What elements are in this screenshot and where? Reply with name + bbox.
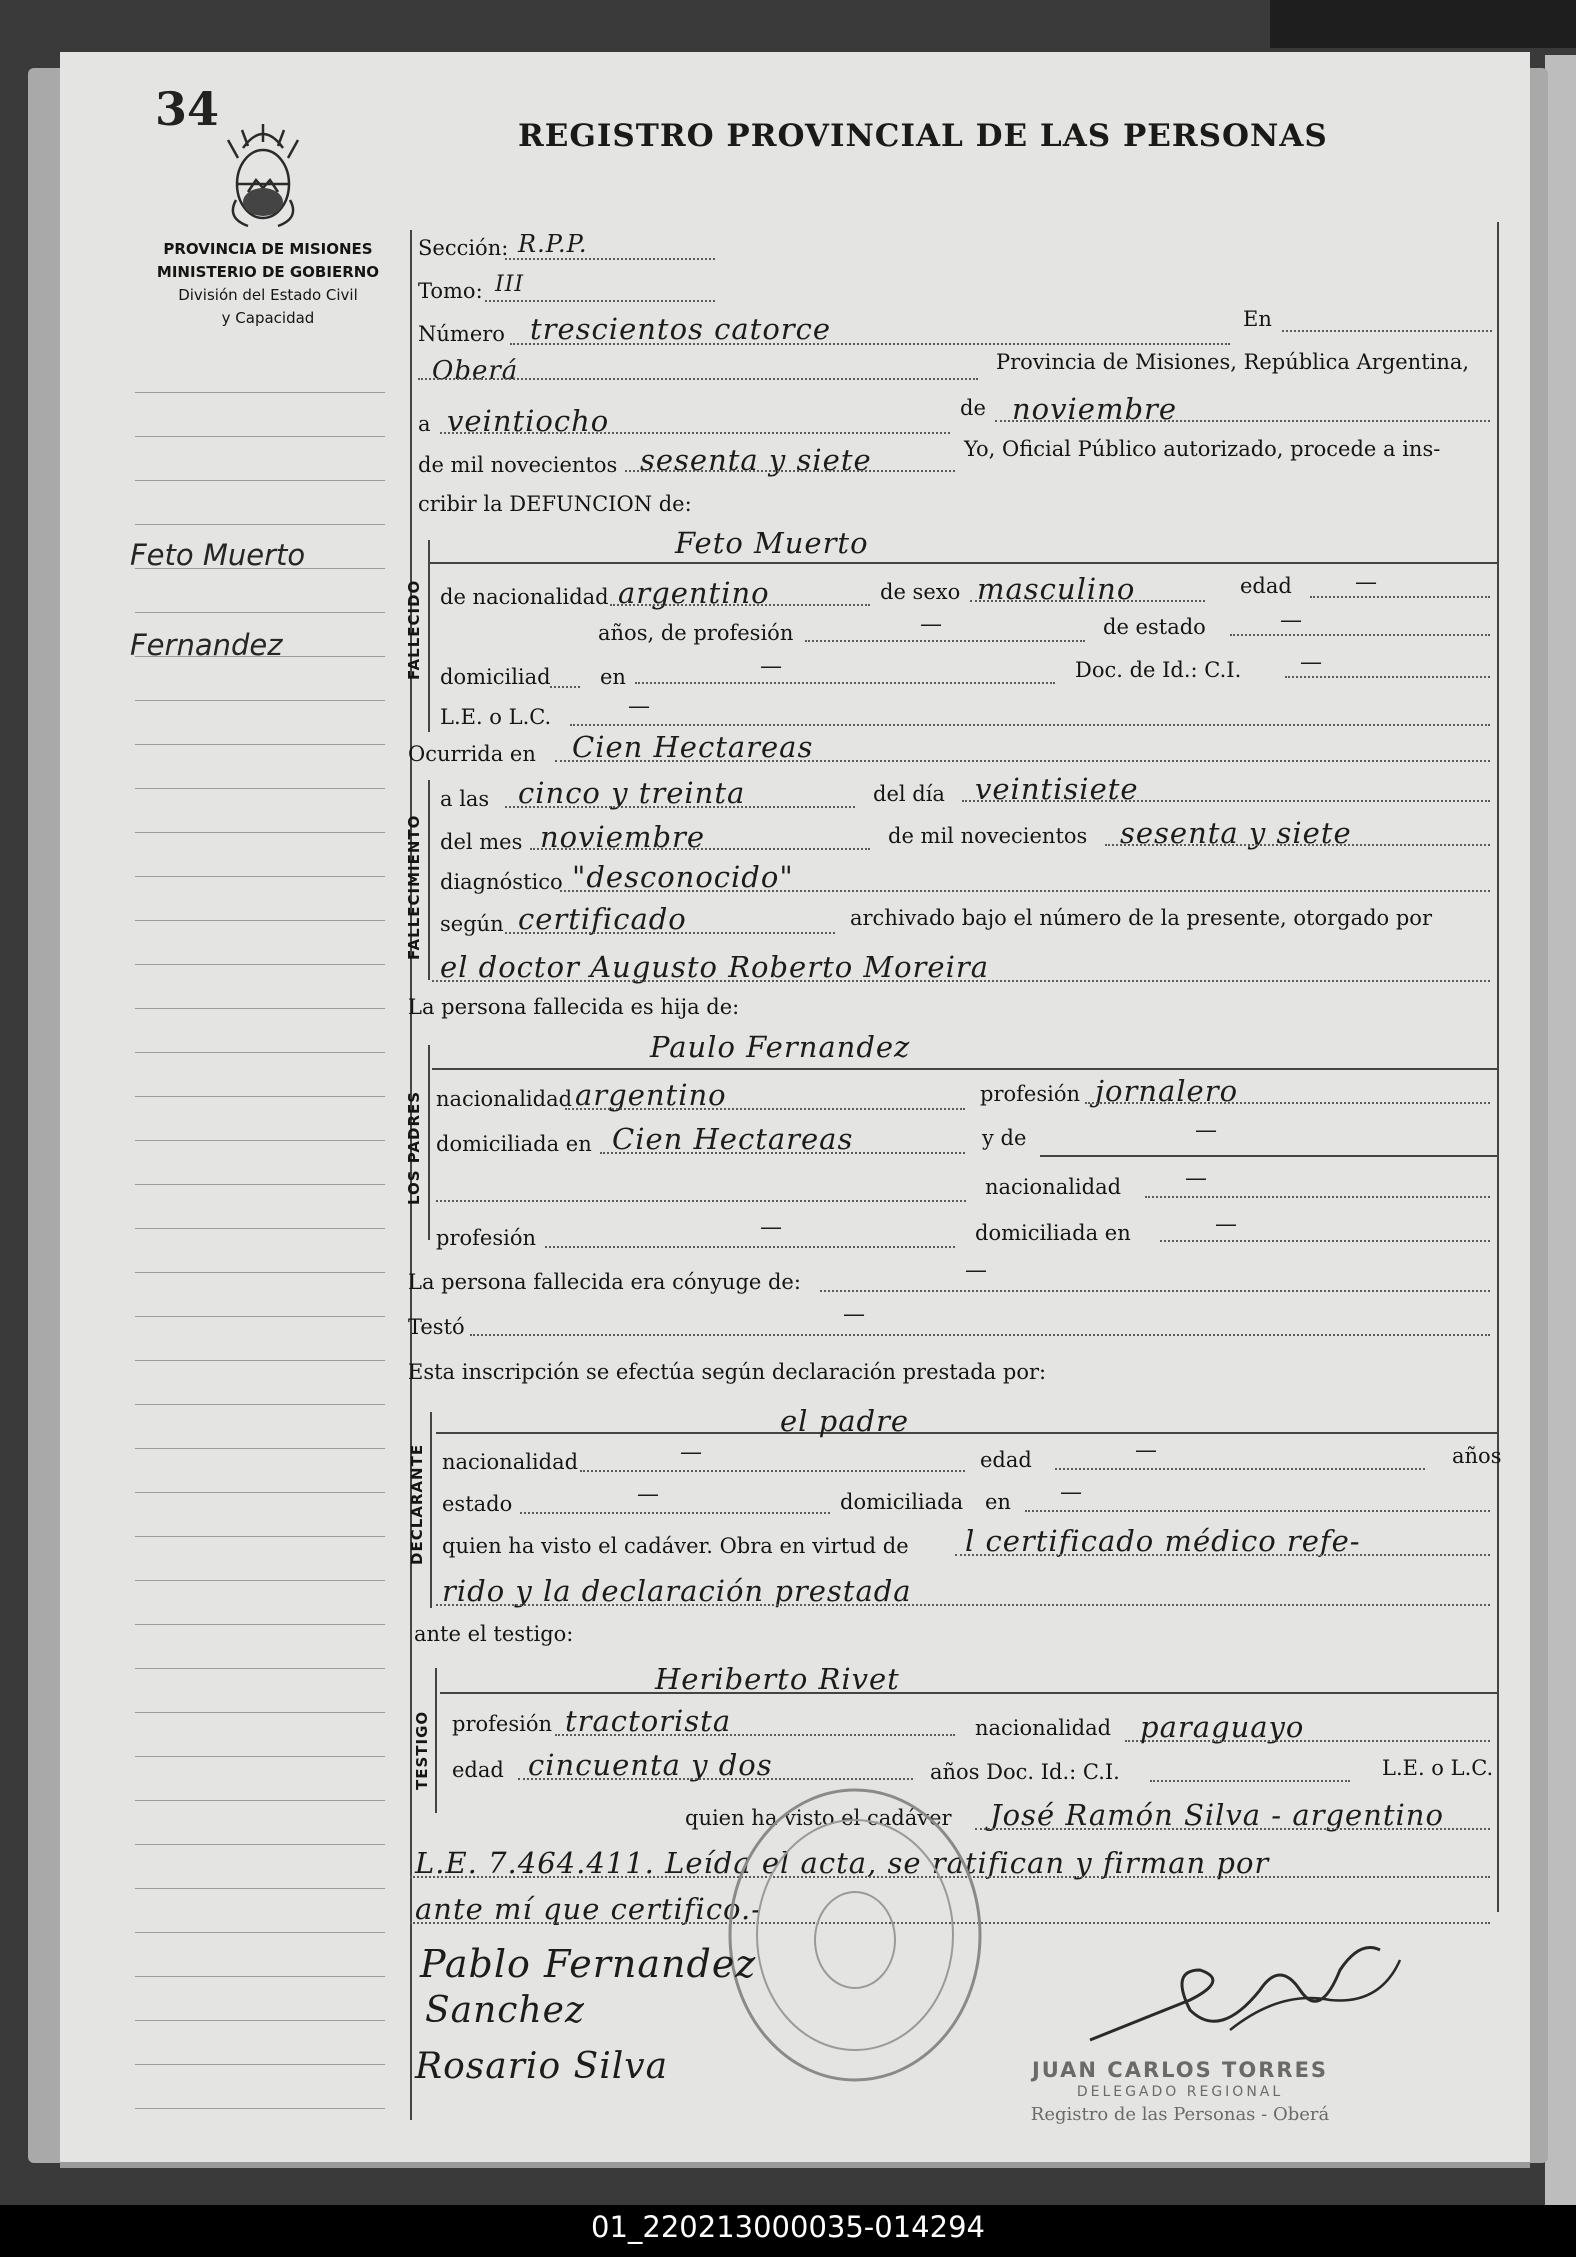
decl-edad-value: — [1135, 1438, 1158, 1463]
archivado-label: archivado bajo el número de la presente, otorgado por [850, 906, 1432, 930]
madre-value: — [1195, 1118, 1218, 1143]
margin-ruled-line [135, 1052, 385, 1053]
tomo-line [485, 300, 715, 302]
numero-line [510, 343, 1230, 345]
margin-ruled-line [135, 744, 385, 745]
decl-nacionalidad-label: nacionalidad [442, 1450, 579, 1474]
le-lc-value: — [628, 694, 651, 719]
fallecido-top-line [428, 562, 1497, 564]
seccion-line [505, 258, 715, 260]
anio-fallecimiento-value: sesenta y siete [1120, 816, 1352, 850]
margin-note-1: Feto Muerto [130, 538, 306, 572]
testigo-left-border [435, 1668, 437, 1813]
testigo-le-lc-label: L.E. o L.C. [1382, 1756, 1494, 1780]
domiciliad-label: domiciliad [440, 665, 551, 689]
testigo-profesion-value: tractorista [565, 1704, 732, 1738]
dia-line [440, 432, 950, 434]
hora-value: cinco y treinta [518, 776, 746, 810]
margin-ruled-line [135, 1668, 385, 1669]
decl-estado-label: estado [442, 1492, 513, 1516]
nacionalidad-value: argentino [618, 576, 770, 610]
stamp-name: JUAN CARLOS TORRES [1031, 2058, 1329, 2082]
madre-domicilio-line [1160, 1240, 1490, 1242]
sexo-label: de sexo [880, 580, 961, 604]
form-right-border [1497, 222, 1499, 1912]
ocurrida-value: Cien Hectareas [572, 730, 814, 764]
madre-nacionalidad-value: — [1185, 1166, 1208, 1191]
en-label: En [1243, 307, 1272, 331]
official-seal-icon [720, 1780, 990, 2090]
edad-value: — [1355, 570, 1378, 595]
tomo-label: Tomo: [418, 279, 483, 303]
domiciliad-line [550, 686, 580, 688]
adjacent-page-edge [1545, 55, 1576, 2205]
hora-line [505, 806, 855, 808]
coat-of-arms-icon [218, 118, 308, 238]
nacionalidad-label: de nacionalidad [440, 585, 609, 609]
dia-fallecimiento-value: veintisiete [975, 772, 1139, 806]
conyuge-line [820, 1290, 1490, 1292]
padre-domicilio-line [600, 1152, 965, 1154]
testo-label: Testó [408, 1315, 465, 1339]
margin-note-2: Fernandez [130, 628, 283, 662]
margin-ruled-line [135, 1272, 385, 1273]
decl-estado-value: — [637, 1482, 660, 1507]
doc-id-label: Doc. de Id.: C.I. [1075, 658, 1242, 682]
quien-visto-label: quien ha visto el cadáver. Obra en virtud de [442, 1534, 909, 1558]
ministry-line-4: y Capacidad [221, 309, 315, 327]
padres-top-line [432, 1068, 1497, 1070]
profesion-value: — [920, 612, 943, 637]
testigo-profesion-line [555, 1734, 955, 1736]
numero-value: trescientos catorce [530, 312, 832, 346]
cierre-2-value: ante mí que certifico.- [415, 1892, 763, 1926]
en-lower-label: en [600, 665, 626, 689]
ministry-block [128, 238, 408, 330]
madre-nacionalidad-label: nacionalidad [985, 1175, 1122, 1199]
diagnostico-label: diagnóstico [440, 870, 563, 894]
margin-ruled-line [135, 700, 385, 701]
hija-de-label: La persona fallecida es hija de: [408, 995, 740, 1019]
margin-ruled-line [135, 1228, 385, 1229]
testigo-anos-doc-label: años Doc. Id.: C.I. [930, 1760, 1120, 1784]
margin-ruled-line [135, 1008, 385, 1009]
domicilio-line [635, 682, 1055, 684]
madre-profesion-line [545, 1246, 955, 1248]
testigo-cadaver-line [975, 1828, 1490, 1830]
nombre-value: Feto Muerto [675, 526, 869, 560]
testigo-nacionalidad-label: nacionalidad [975, 1716, 1112, 1740]
padre-domiciliada-label: domiciliada en [436, 1132, 592, 1156]
sexo-line [970, 600, 1205, 602]
seccion-value: R.P.P. [518, 230, 588, 258]
segun-label: según [440, 912, 504, 936]
testigo-top-line [440, 1692, 1497, 1694]
decl-nacionalidad-value: — [680, 1440, 703, 1465]
margin-ruled-line [135, 1932, 385, 1933]
margin-ruled-line [135, 524, 385, 525]
decl-estado-line [520, 1512, 830, 1514]
signature-1: Pablo Fernandez [420, 1942, 757, 1986]
section-label-testigo: TESTIGO [413, 1710, 431, 1790]
register-title: REGISTRO PROVINCIAL DE LAS PERSONAS [518, 118, 1328, 154]
del-dia-label: del día [873, 782, 945, 806]
stamp-office: Registro de las Personas - Oberá [1030, 2104, 1330, 2125]
anio-fallecimiento-line [1105, 844, 1490, 846]
edad-line [1310, 596, 1490, 598]
testigo-edad-value: cincuenta y dos [528, 1748, 773, 1782]
testo-value: — [843, 1302, 866, 1327]
margin-ruled-line [135, 1360, 385, 1361]
doc-ci-value: — [1300, 650, 1323, 675]
margin-ruled-line [135, 2020, 385, 2021]
section-label-los-padres: LOS PADRES [405, 1090, 423, 1205]
seccion-label: Sección: [418, 236, 509, 260]
margin-ruled-line [135, 2108, 385, 2109]
mes-fallecimiento-line [530, 848, 870, 850]
margin-ruled-line [135, 1184, 385, 1185]
margin-ruled-line [135, 1404, 385, 1405]
padre-profesion-value: jornalero [1095, 1074, 1239, 1108]
madre-profesion-value: — [760, 1215, 783, 1240]
decl-nacionalidad-line [580, 1470, 965, 1472]
obra-virtud-2-value: rido y la declaración prestada [442, 1574, 912, 1608]
testigo-cadaver-value: José Ramón Silva - argentino [990, 1798, 1444, 1832]
ocurrida-label: Ocurrida en [408, 742, 536, 766]
margin-ruled-line [135, 1756, 385, 1757]
officer-signature-icon [1080, 1930, 1410, 2060]
margin-ruled-line [135, 1844, 385, 1845]
de-mil-novecientos-label: de mil novecientos [418, 453, 618, 477]
segun-value: certificado [518, 902, 687, 936]
margin-ruled-line [135, 832, 385, 833]
ministry-line-1: PROVINCIA DE MISIONES [163, 240, 373, 258]
edad-label: edad [1240, 574, 1292, 598]
declarante-top-line [436, 1432, 1497, 1434]
madre-domicilio-value: — [1215, 1212, 1238, 1237]
testigo-profesion-label: profesión [452, 1712, 552, 1736]
decl-edad-line [1055, 1468, 1425, 1470]
del-mes-label: del mes [440, 830, 523, 854]
padre-domicilio-value: Cien Hectareas [612, 1122, 854, 1156]
image-caption: 01_220213000035-014294 [591, 2210, 985, 2244]
le-lc-label: L.E. o L.C. [440, 705, 552, 729]
margin-ruled-line [135, 1800, 385, 1801]
margin-ruled-line [135, 1580, 385, 1581]
decl-domiciliada-label: domiciliada [840, 1490, 964, 1514]
decl-anos-label: años [1452, 1444, 1502, 1468]
medico-value: el doctor Augusto Roberto Moreira [440, 950, 990, 984]
madre-line [1040, 1155, 1497, 1157]
margin-ruled-line [135, 1712, 385, 1713]
decl-en-label: en [985, 1490, 1011, 1514]
madre-profesion-label: profesión [436, 1226, 536, 1250]
segun-line [505, 932, 835, 934]
signature-2: Sanchez [425, 1990, 585, 2031]
en-line [1282, 330, 1492, 332]
testigo-quien-label: quien ha visto el cadáver [685, 1806, 952, 1830]
padre-profesion-line [1085, 1102, 1490, 1104]
madre-domiciliada-label: domiciliada en [975, 1221, 1131, 1245]
margin-ruled-line [135, 964, 385, 965]
testigo-edad-label: edad [452, 1758, 504, 1782]
a-label: a [418, 412, 431, 436]
stamp-role: DELEGADO REGIONAL [1076, 2084, 1284, 2100]
decl-domicilio-line [1025, 1510, 1490, 1512]
obra-virtud-2-line [436, 1604, 1490, 1606]
decl-edad-label: edad [980, 1448, 1032, 1472]
decl-domicilio-value: — [1060, 1480, 1083, 1505]
margin-ruled-line [135, 1316, 385, 1317]
dia-fallecimiento-line [962, 800, 1490, 802]
sexo-value: masculino [977, 572, 1136, 606]
declarante-left-border [430, 1412, 432, 1608]
mes-line [995, 420, 1490, 422]
margin-ruled-line [135, 876, 385, 877]
madre-name-continued-line [436, 1200, 966, 1202]
dia-value: veintiocho [447, 404, 610, 438]
diagnostico-line [560, 890, 1490, 892]
conyuge-label: La persona fallecida era cónyuge de: [408, 1270, 801, 1294]
ocurrida-line [555, 760, 1490, 762]
fallecido-left-border [428, 540, 430, 732]
yo-oficial-label: Yo, Oficial Público autorizado, procede a ins- [964, 437, 1441, 461]
anio-value: sesenta y siete [640, 443, 872, 477]
conyuge-value: — [965, 1258, 988, 1283]
testigo-nacionalidad-line [1125, 1740, 1490, 1742]
lugar-value: Oberá [432, 356, 519, 386]
margin-ruled-line [135, 436, 385, 437]
obra-virtud-1-line [955, 1554, 1490, 1556]
a-las-label: a las [440, 787, 490, 811]
de-label: de [960, 396, 986, 420]
anio-line [625, 470, 955, 472]
margin-ruled-line [135, 612, 385, 613]
margin-ruled-line [135, 392, 385, 393]
padre-nacionalidad-line [565, 1108, 965, 1110]
margin-ruled-line [135, 1492, 385, 1493]
padre-profesion-label: profesión [980, 1082, 1080, 1106]
de-estado-label: de estado [1103, 615, 1206, 639]
section-label-declarante: DECLARANTE [408, 1443, 426, 1565]
testigo-nacionalidad-value: paraguayo [1140, 1710, 1305, 1744]
padre-nacionalidad-label: nacionalidad [436, 1087, 573, 1111]
mes-value: noviembre [1012, 392, 1178, 426]
testo-line [470, 1334, 1490, 1336]
madre-nacionalidad-line [1145, 1196, 1490, 1198]
ante-testigo-label: ante el testigo: [414, 1622, 574, 1646]
scan-background-corner [1270, 0, 1576, 48]
cierre-1-value: L.E. 7.464.411. Leída el acta, se ratifican y firman por [415, 1846, 1270, 1880]
margin-ruled-line [135, 1888, 385, 1889]
margin-ruled-line [135, 1448, 385, 1449]
declarante-value: el padre [780, 1404, 910, 1438]
ministry-line-3: División del Estado Civil [178, 286, 358, 304]
cribir-label: cribir la DEFUNCION de: [418, 492, 692, 516]
de-mil-novecientos-2-label: de mil novecientos [888, 824, 1088, 848]
padre-value: Paulo Fernandez [650, 1030, 911, 1064]
doc-ci-line [1285, 676, 1490, 678]
numero-label: Número [418, 322, 505, 346]
margin-ruled-line [135, 480, 385, 481]
estado-line [1230, 634, 1490, 636]
margin-ruled-line [135, 1096, 385, 1097]
medico-line [432, 980, 1490, 982]
provincia-label: Provincia de Misiones, República Argentina, [996, 350, 1470, 374]
le-lc-line [570, 724, 1490, 726]
padres-left-border [428, 1045, 430, 1240]
section-label-fallecimiento: FALLECIMIENTO [405, 814, 423, 960]
margin-ruled-line [135, 1976, 385, 1977]
estado-value: — [1280, 608, 1303, 633]
anos-profesion-label: años, de profesión [598, 621, 794, 645]
ministry-line-2: MINISTERIO DE GOBIERNO [156, 263, 380, 281]
domicilio-value: — [760, 654, 783, 679]
margin-ruled-line [135, 2064, 385, 2065]
inscripcion-label: Esta inscripción se efectúa según declaración prestada por: [408, 1360, 1047, 1384]
margin-ruled-line [135, 788, 385, 789]
margin-ruled-line [135, 920, 385, 921]
testigo-value: Heriberto Rivet [655, 1662, 900, 1696]
padre-nacionalidad-value: argentino [575, 1078, 727, 1112]
signature-3: Rosario Silva [415, 2046, 669, 2087]
diagnostico-value: "desconocido" [572, 860, 794, 894]
nacionalidad-line [610, 604, 870, 606]
margin-ruled-line [135, 1536, 385, 1537]
section-label-fallecido: FALLECIDO [405, 579, 423, 680]
profesion-line [805, 640, 1085, 642]
lugar-line [418, 378, 978, 380]
testigo-doc-line [1150, 1780, 1350, 1782]
obra-virtud-1-value: l certificado médico refe- [965, 1524, 1361, 1558]
mes-fallecimiento-value: noviembre [540, 820, 706, 854]
y-de-label: y de [982, 1126, 1027, 1150]
fallecimiento-left-border [428, 780, 430, 980]
officer-stamp [1010, 2058, 1350, 2125]
tomo-value: III [495, 272, 525, 297]
margin-ruled-line [135, 1624, 385, 1625]
margin-ruled-line [135, 1140, 385, 1141]
page-number: 34 [155, 82, 220, 136]
